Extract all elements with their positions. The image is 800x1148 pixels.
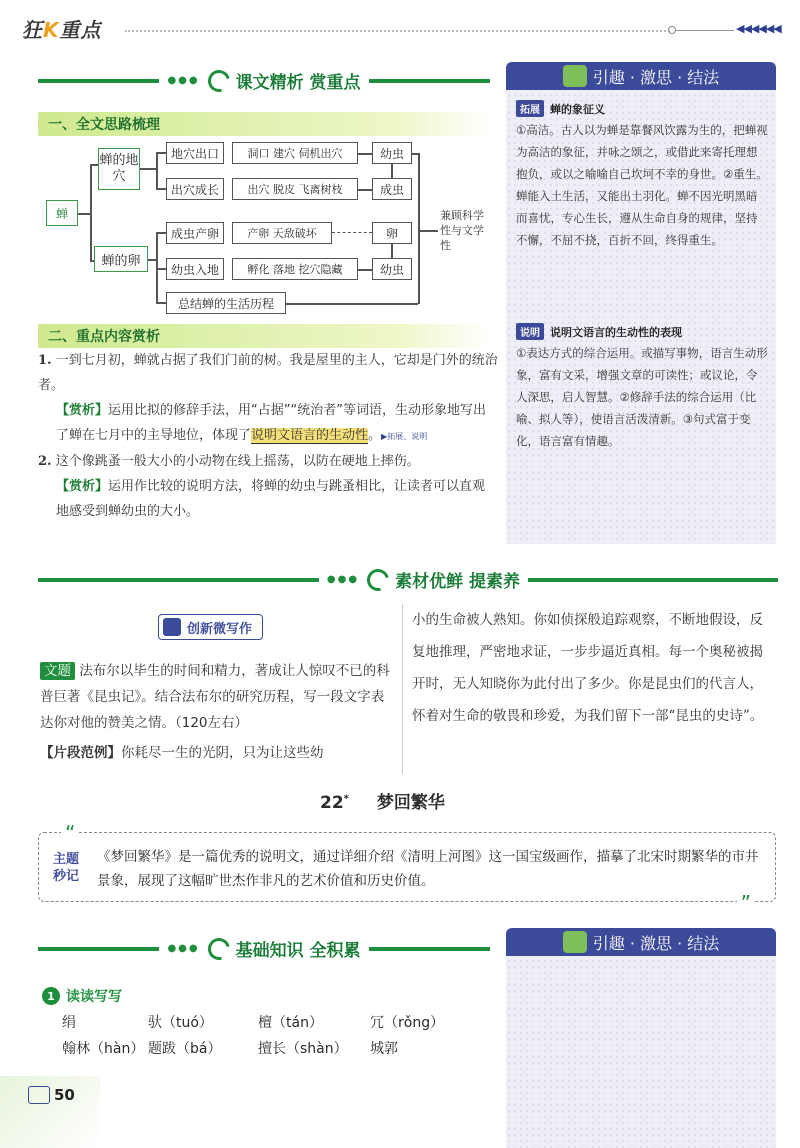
analysis-comment: 【赏析】运用作比较的说明方法，将蝉的幼虫与跳蚤相比，让读者可以直观地感受到蝉幼虫的大小。 <box>56 479 486 519</box>
mind-map <box>38 138 498 318</box>
highlighted-term: 说明文语言的生动性 <box>251 428 369 443</box>
sidebar-header: 引趣 · 激思 · 结法 <box>506 62 776 90</box>
mindmap-result: 卵 <box>372 222 412 244</box>
word: 城郭 <box>370 1041 398 1057</box>
reading-person-icon <box>563 65 587 87</box>
sidebar-header: 引趣 · 激思 · 结法 <box>506 928 776 956</box>
section-header-material: ●●● 素材优鲜 提素养 <box>38 567 778 592</box>
pen-icon <box>163 618 181 636</box>
mindmap-root: 蝉 <box>46 200 78 226</box>
word: 冗（rǒng） <box>370 1015 445 1031</box>
micro-writing-badge: 创新微写作 <box>158 614 263 640</box>
word: 绢 <box>62 1015 76 1031</box>
mindmap-stage: 幼虫入地 <box>166 258 224 280</box>
lesson-title: 22* 梦回繁华 <box>320 793 445 813</box>
mindmap-note: 兼顾科学性与文学性 <box>440 209 484 252</box>
analysis-list <box>38 348 498 524</box>
mindmap-detail: 孵化 落地 挖穴隐藏 <box>232 258 358 280</box>
sidebar-block-title: 说明 说明文语言的生动性的表现 <box>516 323 768 340</box>
mindmap-branch-burrow: 蝉的地穴 <box>98 148 140 190</box>
header-arrows-icon: ◀◀◀◀◀◀ <box>736 22 781 35</box>
mindmap-result: 幼虫 <box>372 142 412 164</box>
subhead-read-write: 1 读读写写 <box>42 986 122 1006</box>
theme-box <box>38 821 776 915</box>
header-line <box>676 30 734 31</box>
sidebar-block-title: 拓展 蝉的象征义 <box>516 100 768 117</box>
mindmap-detail: 出穴 脱皮 飞离树枝 <box>232 178 358 200</box>
mindmap-detail: 洞口 建穴 伺机出穴 <box>232 142 358 164</box>
analysis-item: 2. 这个像跳蚤一般大小的小动物在线上摇荡，以防在硬地上摔伤。 <box>38 454 420 469</box>
word-row <box>62 1010 482 1036</box>
sidebar-block-text: ①高洁。古人以为蝉是靠餐风饮露为生的，把蝉视为高洁的象征，并咏之颂之，或借此来寄托理想抱负，或以之喻喻自己坎坷不幸的身世。②重生。蝉能入土生活，又能出土羽化。蝉不因光明黑暗而喜忧，专心生长，遵从生命自身的规律，坚持不懈，不屈不挠，百折不回，终得重生。 <box>516 123 768 247</box>
reading-person-icon <box>563 931 587 953</box>
swirl-icon <box>204 933 234 963</box>
sidebar-block-text: ①表达方式的综合运用。或描写事物，语言生动形象，富有文采，增强文章的可读性；或议论，令人深思，启人智慧。②修辞手法的综合运用（比喻、拟人等），使语言活泼清新。③句式富于变化，语言富有情趣。 <box>516 346 768 448</box>
mindmap-summary: 总结蝉的生活历程 <box>166 292 286 314</box>
sidebar-panel-1 <box>506 62 776 544</box>
word: 驮（tuó） <box>148 1015 213 1031</box>
analysis-comment: 【赏析】运用比拟的修辞手法，用“占据”“统治者”等词语，生动形象地写出了蝉在七月中的主导地位，体现了说明文语言的生动性。▶拓展、说明 <box>56 403 486 443</box>
mindmap-branch-eggs: 蝉的卵 <box>94 246 148 272</box>
word: 檀（tán） <box>258 1015 323 1031</box>
word: 题跋（bá） <box>148 1041 222 1057</box>
quote-open-icon: “ <box>61 821 79 845</box>
word: 擅长（shàn） <box>258 1041 348 1057</box>
analysis-item: 1. 一到七月初，蝉就占据了我们门前的树。我是屋里的主人，它却是门外的统治者。 <box>38 353 498 393</box>
theme-label: 主题 秒记 <box>53 852 80 884</box>
swirl-icon <box>204 65 234 95</box>
word: 翰林（hàn） <box>62 1041 145 1057</box>
section-header-analysis: ●●● 课文精析 赏重点 <box>38 68 490 93</box>
mindmap-result: 成虫 <box>372 178 412 200</box>
sample-start: 【片段范例】你耗尽一生的光阴，只为让这些幼 <box>40 745 324 761</box>
swirl-icon <box>363 564 393 594</box>
mindmap-stage: 出穴成长 <box>166 178 224 200</box>
brand-logo: 狂K重点 <box>22 18 102 42</box>
number-badge-icon: 1 <box>42 987 60 1005</box>
mindmap-stage: 地穴出口 <box>166 142 224 164</box>
book-icon <box>28 1086 50 1104</box>
section-header-basics: ●●● 基础知识 全积累 <box>38 936 490 961</box>
mindmap-result: 幼虫 <box>372 258 412 280</box>
page-number: 50 <box>28 1086 75 1104</box>
sample-continuation: 小的生命被人熟知。你如侦探般追踪观察，不断地假设，反复地推理，严密地求证，一步步逼近真相。每一个奥秘被揭开时，无人知晓你为此付出了多少。你是昆虫们的代言人，怀着对生命的敬畏和珍爱，为我们留下一部“昆虫的史诗”。 <box>412 612 764 724</box>
mindmap-stage: 成虫产卵 <box>166 222 224 244</box>
sidebar-panel-2 <box>506 928 776 1148</box>
subsection-title: 二、重点内容赏析 <box>38 324 490 348</box>
word-table <box>62 1010 482 1062</box>
header-dot <box>668 26 676 34</box>
quote-close-icon: ” <box>737 891 755 915</box>
theme-text: 《梦回繁华》是一篇优秀的说明文，通过详细介绍《清明上河图》这一国宝级画作，描摹了北宋时期繁华的市井景象，展现了这幅旷世杰作非凡的艺术价值和历史价值。 <box>97 849 759 889</box>
header-dotted-line <box>125 30 670 32</box>
word-row <box>62 1036 482 1062</box>
writing-prompt: 文题 法布尔以毕生的时间和精力，著成让人惊叹不已的科普巨著《昆虫记》。结合法布尔的研究历程，写一段文字表达你对他的赞美之情。（120左右） <box>40 663 390 731</box>
mindmap-detail: 产卵 天敌破坏 <box>232 222 332 244</box>
subsection-title: 一、全文思路梳理 <box>38 112 490 136</box>
